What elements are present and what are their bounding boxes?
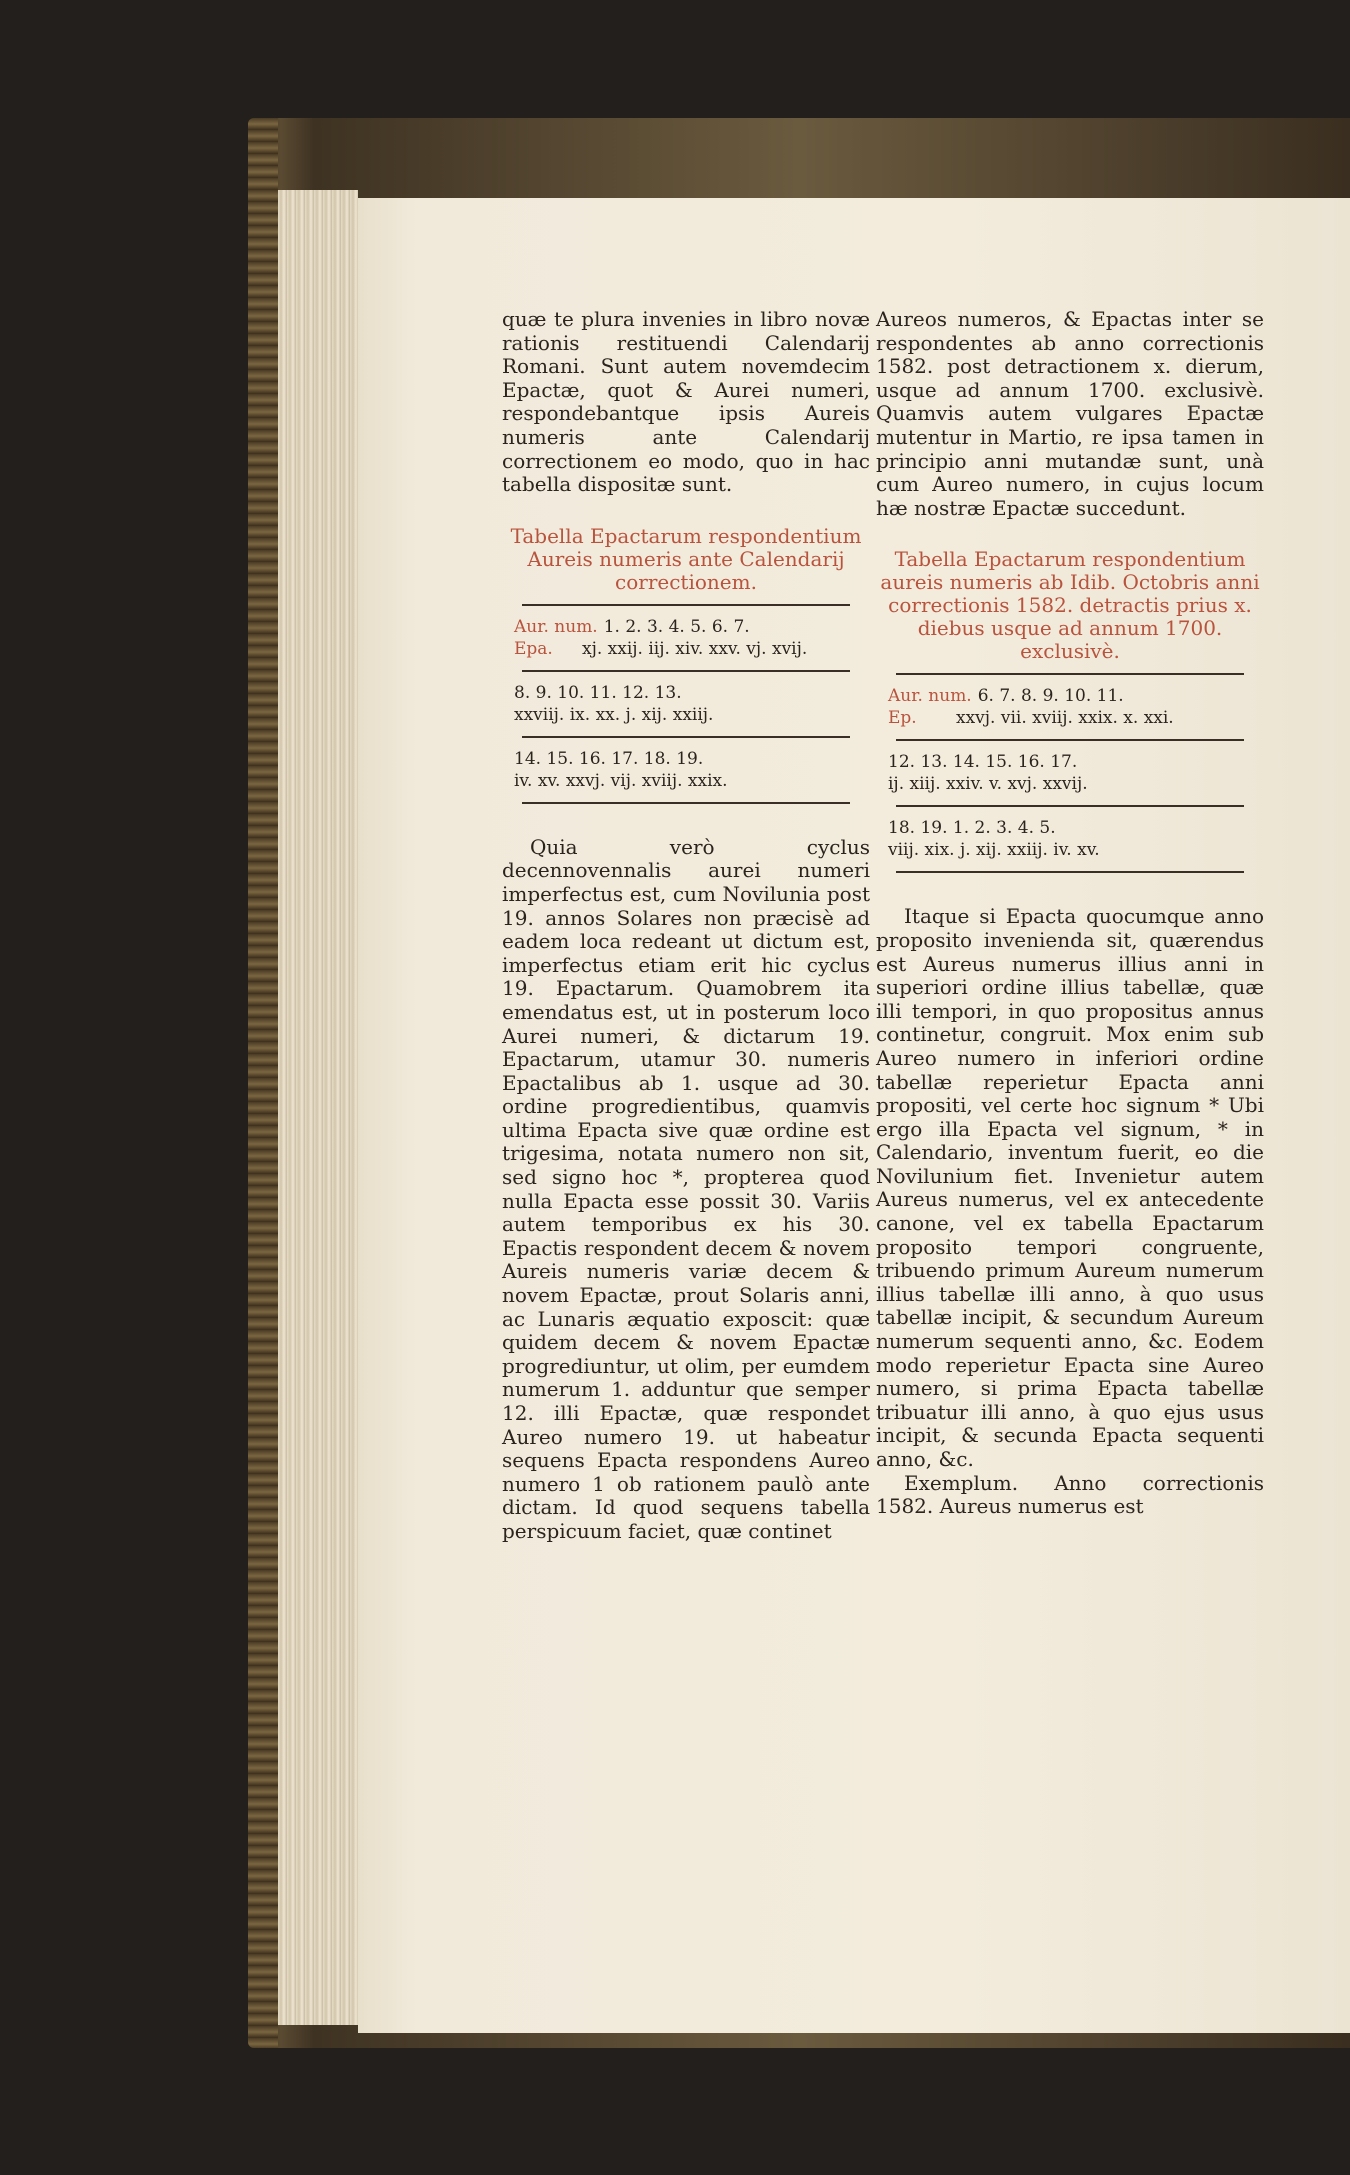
table1-block2 <box>502 682 870 726</box>
table2-row-ep <box>888 707 1264 729</box>
table1-ep-values-3: iv. xv. xxvj. vij. xviij. xxix. <box>514 770 728 791</box>
table2-row-aur <box>888 685 1264 707</box>
table2-aur-label: Aur. num. <box>888 686 972 707</box>
table1-ep-label: Epa. <box>514 638 553 659</box>
table2-aur-values-1: 6. 7. 8. 9. 10. 11. <box>977 686 1124 707</box>
table1-heading: Tabella Epactarum respondentium Aureis numeris ante Calendarij correctionem. <box>510 523 862 594</box>
book-spine-edge <box>248 118 278 2048</box>
left-body-text: Quia verò cyclus decennovennalis aurei numeri imperfectus est, cum Novilunia post 19. annos Solares non præcisè ad eadem loca redeant ut dictum est, imperfectus etiam erit hic cyclus 19. Epactarum. Quamobrem ita emendatus est, ut in posterum loco Aurei numeri, & dictarum 19. Epactarum, utamur 30. numeris Epactalibus ab 1. usque ad 30. ordine progredientibus, quamvis ultima Epacta sive quæ ordine est trigesima, notata numero non sit, sed signo hoc *, propterea quod nulla Epacta esse possit 30. Variis autem temporibus ex his 30. Epactis respondent decem & novem Aureis numeris variæ decem & novem Epactæ, prout Solaris anni, ac Lunaris æquatio exposcit: quæ quidem decem & novem Epactæ progrediuntur, ut olim, per eumdem numerum 1. adduntur que semper 12. illi Epactæ, quæ respondet Aureo numero 19. ut habeatur sequens Epacta respondens Aureo numero 1 ob rationem paulò ante dictam. Id quod sequens tabella perspicuum faciet, quæ continet <box>502 834 870 1543</box>
table2-aur-values-3: 18. 19. 1. 2. 3. 4. 5. <box>888 818 1056 839</box>
table2-rule-2 <box>896 739 1244 741</box>
table1-aur-values-3: 14. 15. 16. 17. 18. 19. <box>514 748 704 769</box>
table1-row-aur <box>514 616 870 638</box>
table2-rule-3 <box>896 805 1244 807</box>
table1-row-ep <box>514 638 870 660</box>
right-intro-text: Aureos numeros, & Epactas inter se respondentes ab anno correctionis 1582. post detractionem x. dierum, usque ad annum 1700. exclusivè. Quamvis autem vulgares Epactæ mutentur in Martio, re ipsa tamen in principio anni mutandæ sunt, unà cum Aureo numero, in cujus locum hæ nostræ Epactæ succedunt. <box>876 307 1264 520</box>
table2-ep-label: Ep. <box>888 708 917 729</box>
table2-ep-values-2: ij. xiij. xxiv. v. xvj. xxvij. <box>888 774 1088 795</box>
table2-block3 <box>876 817 1264 861</box>
table1-ep-values-1: xj. xxij. iij. xiv. xxv. vj. xvij. <box>582 638 808 659</box>
left-column <box>502 308 870 1544</box>
table1-block1 <box>502 616 870 660</box>
table1-rule-2 <box>522 670 850 672</box>
table2-block2 <box>876 751 1264 795</box>
table2-aur-values-2: 12. 13. 14. 15. 16. 17. <box>888 752 1078 773</box>
table2-ep-values-1: xxvj. vii. xviij. xxix. x. xxi. <box>956 708 1174 729</box>
right-column <box>876 308 1264 1519</box>
table1-rule-3 <box>522 736 850 738</box>
table1-ep-values-2: xxviij. ix. xx. j. xij. xxiij. <box>514 704 714 725</box>
left-intro-text: quæ te plura invenies in libro novæ rationis restituendi Calendarij Romani. Sunt autem novemdecim Epactæ, quot & Aurei numeri, respondebantque ipsis Aureis numeris ante Calendarij correctionem eo modo, quo in hac tabella dispositæ sunt. <box>502 307 870 497</box>
table1-block3 <box>502 748 870 792</box>
table1-rule-bottom <box>522 802 850 804</box>
right-example-text: Exemplum. Anno correctionis 1582. Aureus numerus est <box>876 1470 1264 1519</box>
table2-ep-values-3: viij. xix. j. xij. xxiij. iv. xv. <box>888 840 1100 861</box>
table2-block1 <box>876 685 1264 729</box>
table1-rule-top <box>522 604 850 606</box>
table1-aur-values-2: 8. 9. 10. 11. 12. 13. <box>514 682 682 703</box>
page-edges <box>278 190 358 2025</box>
table1-aur-label: Aur. num. <box>514 616 598 637</box>
table2-rule-bottom <box>896 871 1244 873</box>
table1-aur-values-1: 1. 2. 3. 4. 5. 6. 7. <box>603 616 750 637</box>
right-body-text: Itaque si Epacta quocumque anno proposito invenienda sit, quærendus est Aureus numerus illius anni in superiori ordine illius tabellæ, quæ illi tempori, in quo propositus annus continetur, congruit. Mox enim sub Aureo numero in inferiori ordine tabellæ reperietur Epacta anni propositi, vel certe hoc signum * Ubi ergo illa Epacta vel signum, * in Calendario, inventum fuerit, eo die Novilunium fiet. Invenietur autem Aureus numerus, vel ex antecedente canone, vel ex tabella Epactarum proposito tempori congruente, tribuendo primum Aureum numerum illius tabellæ illi anno, à quo usus tabellæ incipit, & secundum Aureum numerum sequenti anno, &c. Eodem modo reperietur Epacta sine Aureo numero, si prima Epacta tabellæ tribuatur illi anno, à quo ejus usus incipit, & secunda Epacta sequenti anno, &c. <box>876 904 1264 1471</box>
table2-rule-top <box>896 673 1244 675</box>
table2-heading: Tabella Epactarum respondentium aureis numeris ab Idib. Octobris anni correctionis 1582. detractis prius x. diebus usque ad annum 1700. exclusivè. <box>880 547 1260 664</box>
